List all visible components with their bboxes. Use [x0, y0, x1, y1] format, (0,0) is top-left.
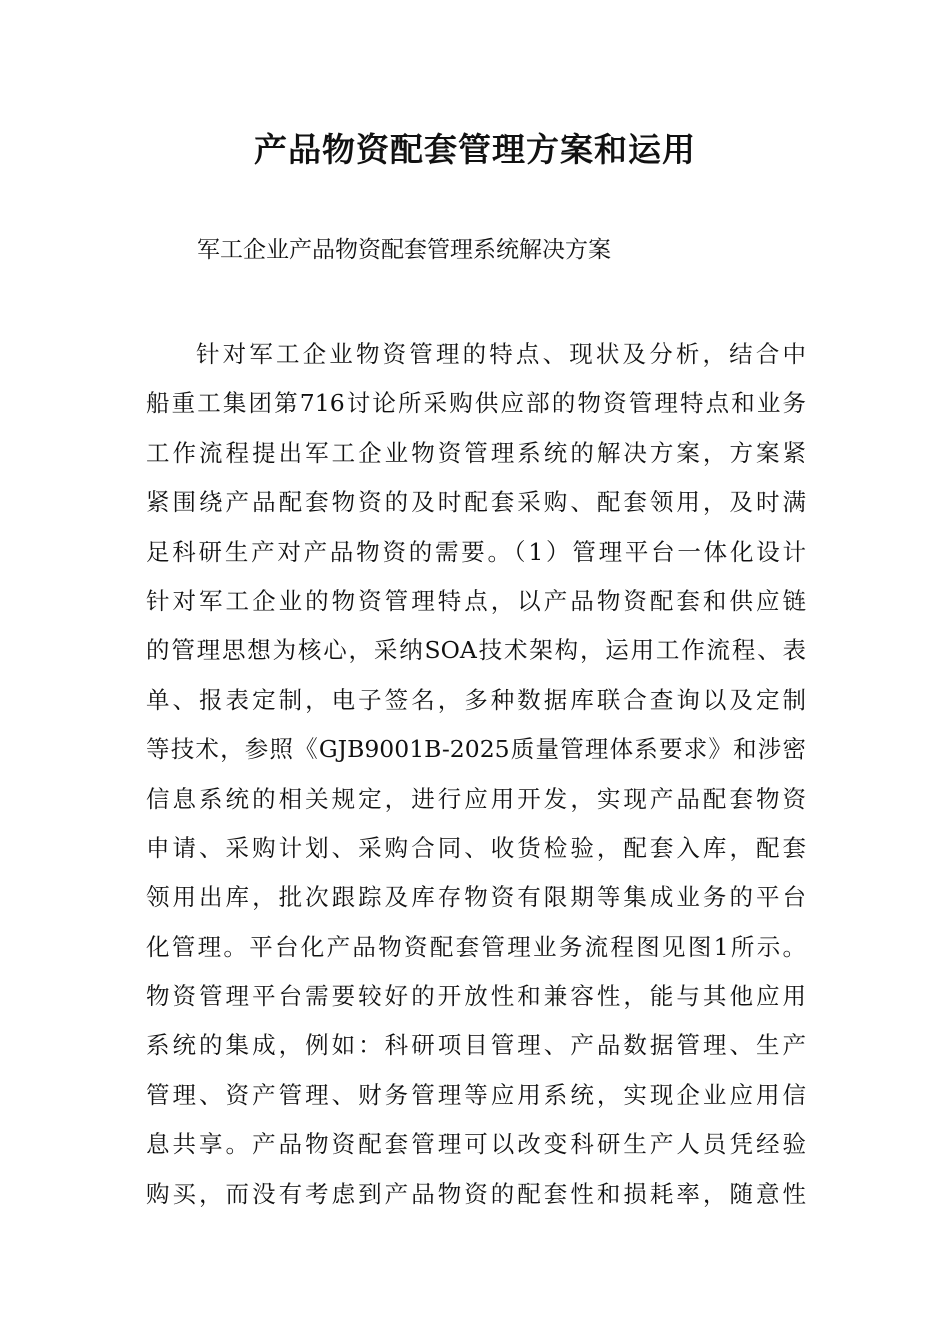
body-line: 针对军工企业物资管理的特点、现状及分析，结合中: [196, 340, 806, 368]
body-line: 足科研生产对产品物资的需要。（1）管理平台一体化设计: [146, 537, 806, 566]
body-line: 单、报表定制，电子签名，多种数据库联合查询以及定制: [146, 685, 806, 714]
body-line: 紧围绕产品配套物资的及时配套采购、配套领用，及时满: [146, 488, 806, 517]
body-line: 船重工集团第716讨论所采购供应部的物资管理特点和业务: [146, 389, 806, 418]
body-paragraph: [146, 330, 806, 1219]
body-line: 领用出库，批次跟踪及库存物资有限期等集成业务的平台: [146, 883, 806, 912]
body-line: 系统的集成，例如：科研项目管理、产品数据管理、生产: [146, 1031, 806, 1060]
body-line: 息共享。产品物资配套管理可以改变科研生产人员凭经验: [146, 1130, 806, 1159]
body-line: 等技术，参照《GJB9001B-2025质量管理体系要求》和涉密: [146, 735, 806, 764]
body-line: 物资管理平台需要较好的开放性和兼容性，能与其他应用: [146, 982, 806, 1011]
body-line: 管理、资产管理、财务管理等应用系统，实现企业应用信: [146, 1080, 806, 1109]
document-title: 产品物资配套管理方案和运用: [254, 130, 696, 169]
body-line: 化管理。平台化产品物资配套管理业务流程图见图1所示。: [146, 932, 806, 961]
body-line: 购买，而没有考虑到产品物资的配套性和损耗率，随意性: [146, 1179, 806, 1208]
body-line: 工作流程提出军工企业物资管理系统的解决方案，方案紧: [146, 438, 806, 467]
body-line: 申请、采购计划、采购合同、收货检验，配套入库，配套: [146, 833, 806, 862]
document-subtitle: 军工企业产品物资配套管理系统解决方案: [197, 237, 611, 263]
body-line: 信息系统的相关规定，进行应用开发，实现产品配套物资: [146, 784, 806, 813]
body-line: 的管理思想为核心，采纳SOA技术架构，运用工作流程、表: [146, 636, 806, 665]
body-line: 针对军工企业的物资管理特点，以产品物资配套和供应链: [146, 586, 806, 615]
